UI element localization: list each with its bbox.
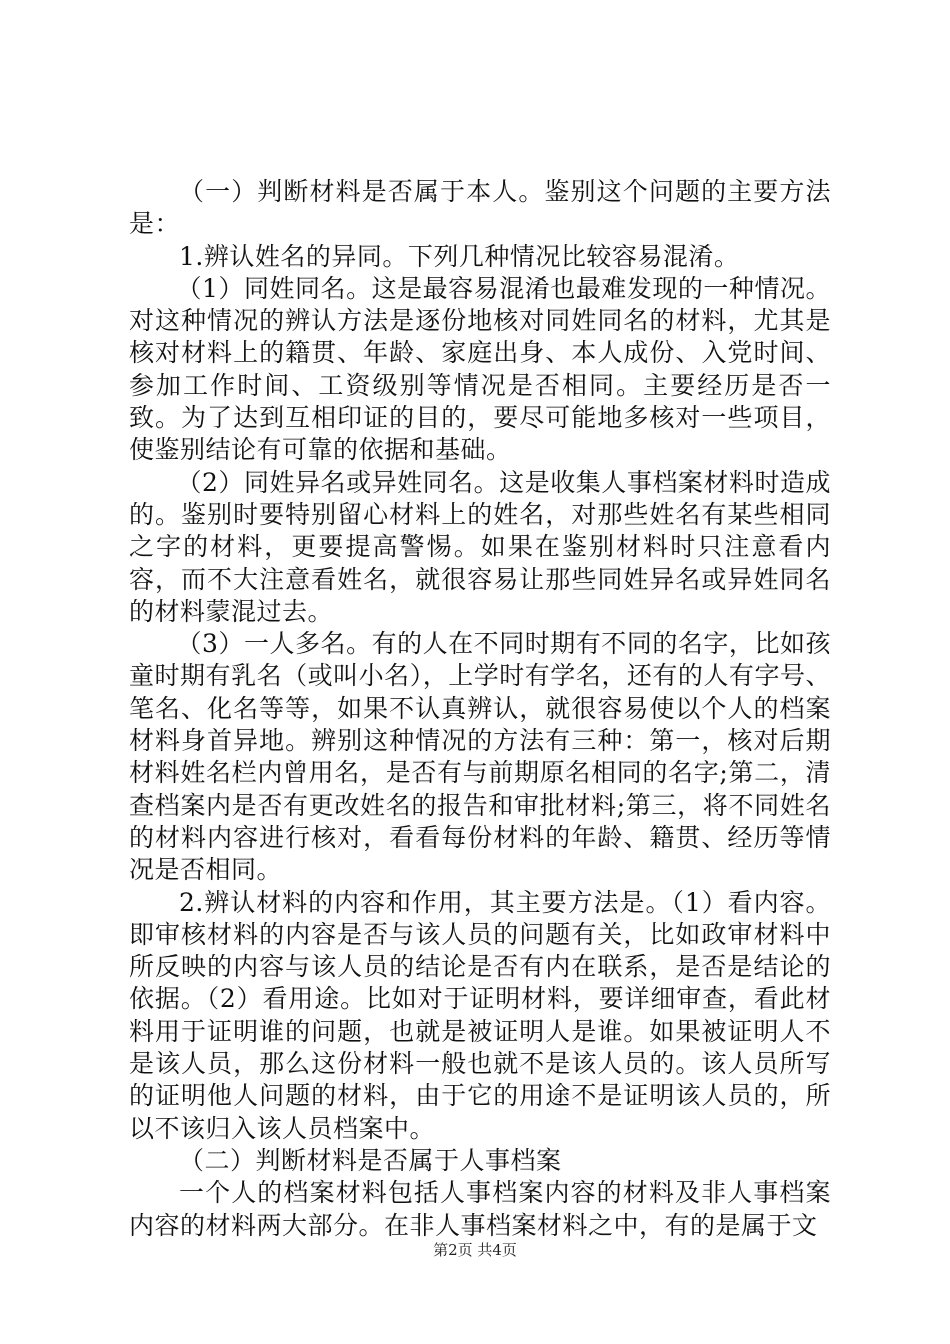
paragraph-multiple-names: （3）一人多名。有的人在不同时期有不同的名字，比如孩童时期有乳名（或叫小名），上学时有学名，还有的人有字号、笔名、化名等等，如果不认真辨认，就很容易使以个人的档案材料身首异地。辨别这种情况的方法有三种：第一，核对后期材料姓名栏内曾用名，是否有与前期原名相同的名字;第二，清查档案内是否有更改姓名的报告和审批材料;第三，将不同姓名的材料内容进行核对，看看每份材料的年龄、籍贯、经历等情况是否相同。 bbox=[129, 629, 831, 885]
paragraph-section-one-heading: （一）判断材料是否属于本人。鉴别这个问题的主要方法是： bbox=[129, 177, 831, 239]
paragraph-content-and-use: 2.辨认材料的内容和作用，其主要方法是。（1）看内容。即审核材料的内容是否与该人员的问题有关，比如政审材料中所反映的内容与该人员的结论是否有内在联系，是否是结论的依据。（2）看用途。比如对于证明材料，要详细审查，看此材料用于证明谁的问题，也就是被证明人是谁。如果被证明人不是该人员，那么这份材料一般也就不是该人员的。该人员所写的证明他人问题的材料，由于它的用途不是证明该人员的，所以不该归入该人员档案中。 bbox=[129, 887, 831, 1143]
page-footer: 第2页 共4页 bbox=[433, 1241, 517, 1259]
paragraph-same-name: （1）同姓同名。这是最容易混淆也最难发现的一种情况。对这种情况的辨认方法是逐份地核对同姓同名的材料，尤其是核对材料上的籍贯、年龄、家庭出身、本人成份、入党时间、参加工作时间、工资级别等情况是否相同。主要经历是否一致。为了达到互相印证的目的，要尽可能地多核对一些项目，使鉴别结论有可靠的依据和基础。 bbox=[129, 273, 831, 465]
paragraph-similar-name: （2）同姓异名或异姓同名。这是收集人事档案材料时造成的。鉴别时要特别留心材料上的姓名，对那些姓名有某些相同之字的材料，更要提高警惕。如果在鉴别材料时只注意看内容，而不大注意看姓名，就很容易让那些同姓异名或异姓同名的材料蒙混过去。 bbox=[129, 467, 831, 626]
document-body bbox=[129, 176, 831, 1242]
paragraph-section-two-heading: （二）判断材料是否属于人事档案 bbox=[179, 1145, 562, 1175]
paragraph-name-identification: 1.辨认姓名的异同。下列几种情况比较容易混淆。 bbox=[179, 241, 740, 271]
paragraph-archive-materials: 一个人的档案材料包括人事档案内容的材料及非人事档案内容的材料两大部分。在非人事档案材料之中，有的是属于文 bbox=[129, 1178, 831, 1240]
